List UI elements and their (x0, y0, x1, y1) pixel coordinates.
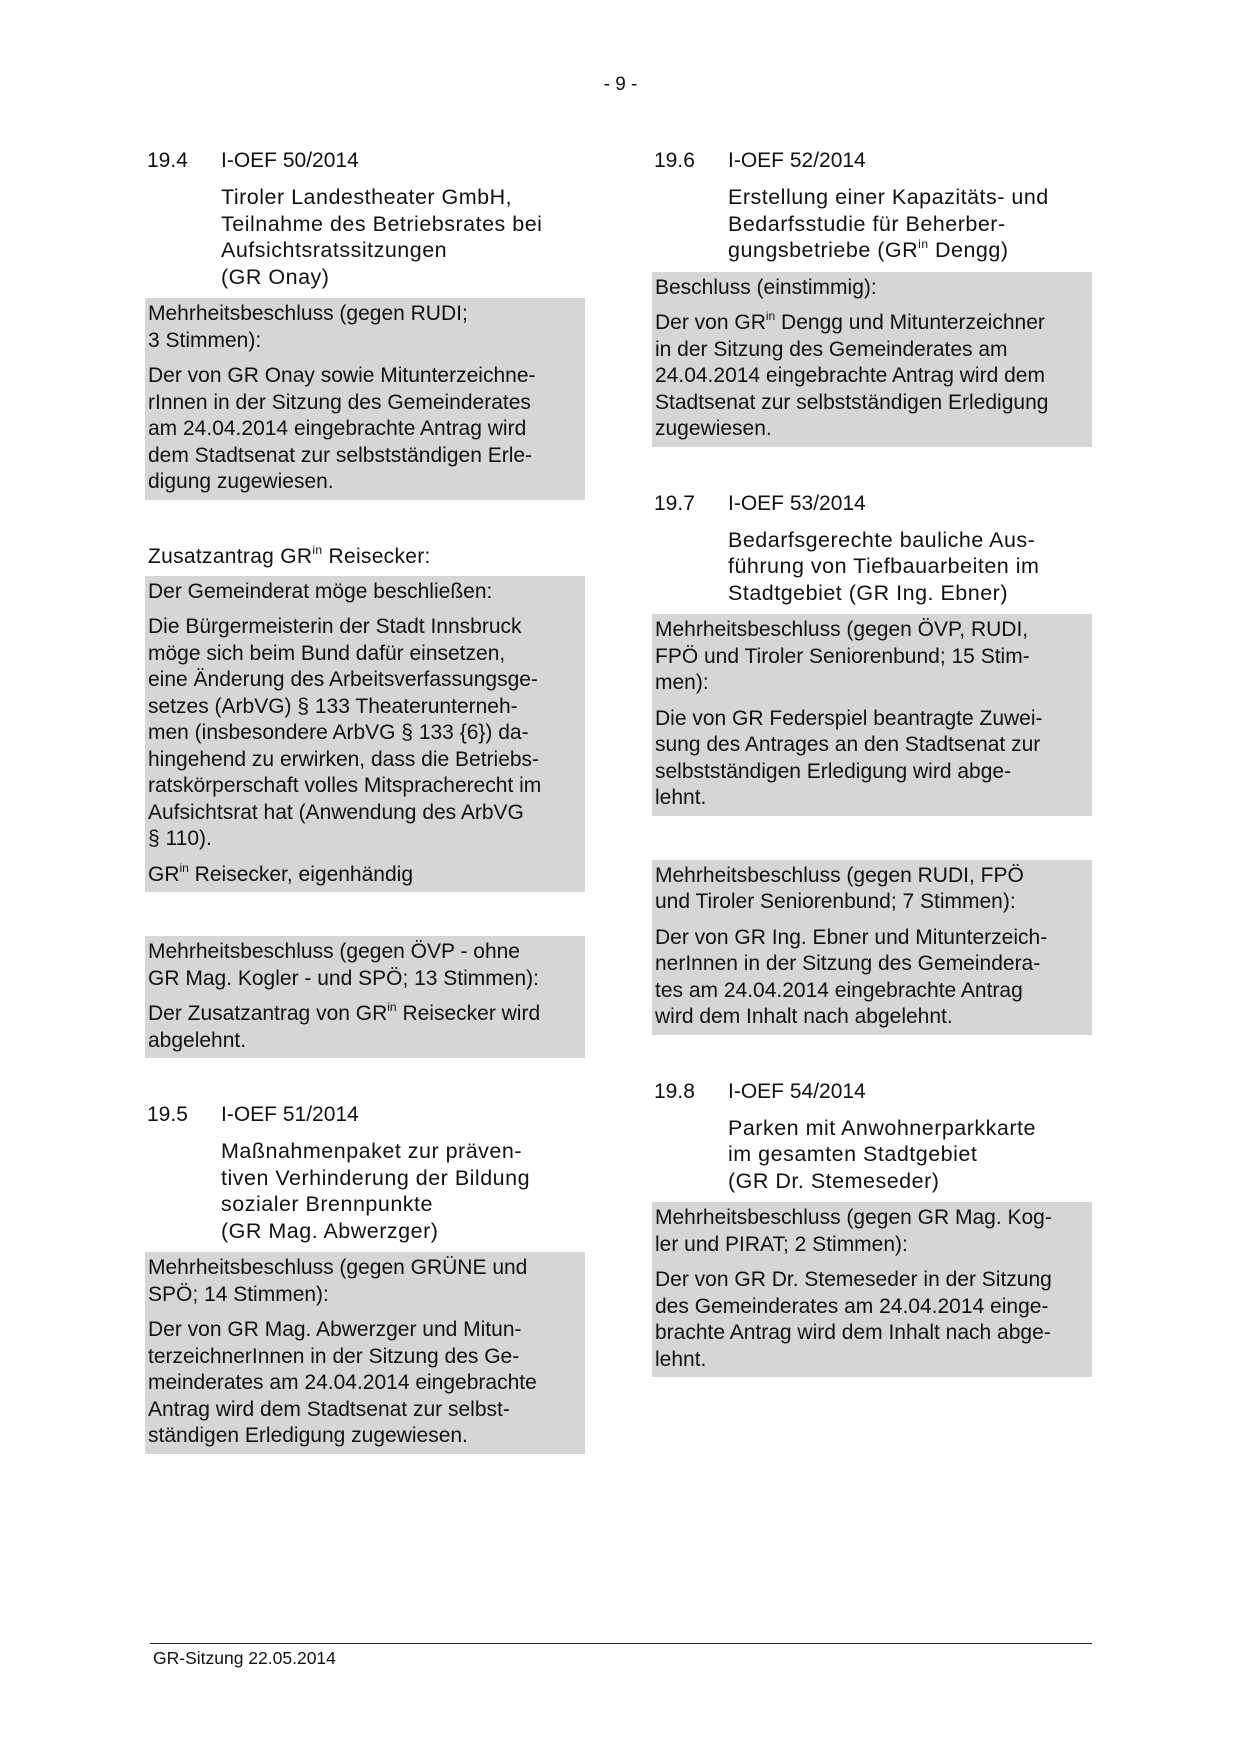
zusatzantrag-heading: Zusatzantrag $GR^{in}$ Reisecker: (148, 542, 431, 568)
decision-text: Mehrheitsbeschluss (gegen ÖVP - ohne GR Mag. Kogler - und SPÖ; 13 Stimmen): (148, 940, 539, 990)
item-19-6 (652, 148, 1092, 447)
decision-text: Mehrheitsbeschluss (gegen GR Mag. Kog- ler und PIRAT; 2 Stimmen): (655, 1206, 1052, 1256)
item-code: I-OEF 53/2014 (728, 491, 866, 515)
title-line: Maßnahmenpaket zur präven- (221, 1139, 523, 1163)
item-heading (654, 1079, 1092, 1105)
item-title (221, 184, 585, 290)
item-title (221, 1138, 585, 1244)
resolution-text: Der von $GR^{in}$ Dengg und Mitunterzeichner in der Sitzung des Gemeinderates am 24.04.2014 eingebrachte Antrag wird dem Stadtsenat zur selbstständigen Erledigung zugewiesen. (655, 309, 1049, 440)
item-19-4 (145, 148, 585, 500)
motion-text: Die Bürgermeisterin der Stadt Innsbruck möge sich beim Bund dafür einsetzen, eine Änderung des Arbeitsverfassungsge- setzes (ArbVG) § 133 Theaterunterneh- men (insbesondere ArbVG § 133 {6}) da- hingehend zu erwirken, dass die Betriebs- ratskörperschaft volles Mitspracherecht im Aufsichtsrat hat (Anwendung des ArbVG § 110). (148, 615, 542, 850)
decision-text: Mehrheitsbeschluss (gegen RUDI, FPÖ und Tiroler Seniorenbund; 7 Stimmen): (655, 863, 1024, 913)
item-heading (654, 148, 1092, 174)
left-column (145, 148, 585, 1454)
resolution-box (145, 1252, 585, 1454)
title-line: Bedarfsstudie für Beherber- (728, 211, 1006, 236)
resolution-box-2 (652, 860, 1092, 1035)
title-line: Erstellung einer Kapazitäts- und (728, 185, 1049, 209)
resolution-text: Der von GR Ing. Ebner und Mitunterzeich- nerInnen in der Sitzung des Gemeindera- tes am 24.04.2014 eingebrachte Antrag wird dem Inhalt nach abgelehnt. (655, 925, 1048, 1028)
title-line: Teilnahme des Betriebsrates bei (221, 211, 543, 236)
item-19-5 (145, 1102, 585, 1454)
title-line: Aufsichtsratssitzungen (221, 238, 448, 262)
zusatzantrag-resolution-box (145, 936, 585, 1058)
zusatzantrag (145, 544, 585, 893)
resolution-box (652, 272, 1092, 447)
item-19-7 (652, 491, 1092, 816)
decision-text: Beschluss (einstimmig): (655, 275, 877, 299)
title-line: Parken mit Anwohnerparkkarte (728, 1115, 1036, 1140)
item-code: I-OEF 50/2014 (221, 149, 359, 172)
resolution-text: Die von GR Federspiel beantragte Zuwei- sung des Antrages an den Stadtsenat zur selbstständigen Erledigung wird abge- lehnt. (655, 706, 1043, 809)
item-heading (147, 148, 585, 174)
title-line: im gesamten Stadtgebiet (728, 1142, 978, 1166)
resolution-box (145, 298, 585, 500)
resolution-text: Der von GR Dr. Stemeseder in der Sitzung des Gemeinderates am 24.04.2014 einge- brachte Antrag wird dem Inhalt nach abge- lehnt. (655, 1268, 1052, 1371)
motion-intro: Der Gemeinderat möge beschließen: (148, 579, 493, 603)
item-number: 19.5 (147, 1103, 188, 1126)
title-line: gungsbetriebe ($GR^{in}$ Dengg) (728, 237, 1009, 262)
resolution-text: Der Zusatzantrag von $GR^{in}$ Reisecker wird abgelehnt. (148, 1000, 541, 1052)
item-title (728, 527, 1092, 607)
decision-text: Mehrheitsbeschluss (gegen RUDI; 3 Stimmen): (148, 302, 468, 352)
item-heading (654, 491, 1092, 517)
motion-signature: $GR^{in}$ Reisecker, eigenhändig (148, 860, 413, 886)
item-code: I-OEF 54/2014 (728, 1079, 866, 1103)
title-line: Bedarfsgerechte bauliche Aus- (728, 527, 1036, 552)
title-line: Stadtgebiet (GR Ing. Ebner) (728, 580, 1009, 605)
decision-text: Mehrheitsbeschluss (gegen ÖVP, RUDI, FPÖ und Tiroler Seniorenbund; 15 Stim- men): (655, 618, 1030, 694)
footer-text: GR-Sitzung 22.05.2014 (153, 1648, 336, 1668)
motion-box (145, 576, 585, 893)
item-heading (147, 1102, 585, 1128)
title-line: tiven Verhinderung der Bildung (221, 1165, 531, 1190)
resolution-text: Der von GR Onay sowie Mitunterzeichne- rInnen in der Sitzung des Gemeinderates am 24.04.2014 eingebrachte Antrag wird dem Stadtsenat zur selbstständigen Erle- digung zugewiesen. (148, 364, 536, 493)
item-code: I-OEF 51/2014 (221, 1103, 359, 1126)
resolution-box (652, 614, 1092, 816)
title-line: Tiroler Landestheater GmbH, (221, 185, 513, 209)
item-code: I-OEF 52/2014 (728, 149, 866, 172)
resolution-text: Der von GR Mag. Abwerzger und Mitun- terzeichnerInnen in der Sitzung des Ge- meinderates am 24.04.2014 eingebrachte Antrag wird dem Stadtsenat zur selbst- ständigen Erledigung zugewiesen. (148, 1318, 537, 1447)
page-number: - 9 - (603, 74, 638, 95)
item-number: 19.7 (654, 491, 695, 515)
item-number: 19.4 (147, 149, 188, 172)
item-number: 19.8 (654, 1079, 695, 1103)
resolution-box (652, 1202, 1092, 1377)
item-19-8 (652, 1079, 1092, 1378)
title-line: sozialer Brennpunkte (221, 1192, 433, 1216)
footer-divider (150, 1643, 1092, 1644)
title-line: (GR Dr. Stemeseder) (728, 1168, 940, 1193)
title-line: führung von Tiefbauarbeiten im (728, 554, 1040, 578)
item-title (728, 1115, 1092, 1195)
title-line: (GR Mag. Abwerzger) (221, 1218, 439, 1243)
item-title (728, 184, 1092, 264)
title-line: (GR Onay) (221, 264, 330, 289)
decision-text: Mehrheitsbeschluss (gegen GRÜNE und SPÖ; 14 Stimmen): (148, 1256, 528, 1306)
right-column (652, 148, 1092, 1377)
item-number: 19.6 (654, 149, 695, 172)
